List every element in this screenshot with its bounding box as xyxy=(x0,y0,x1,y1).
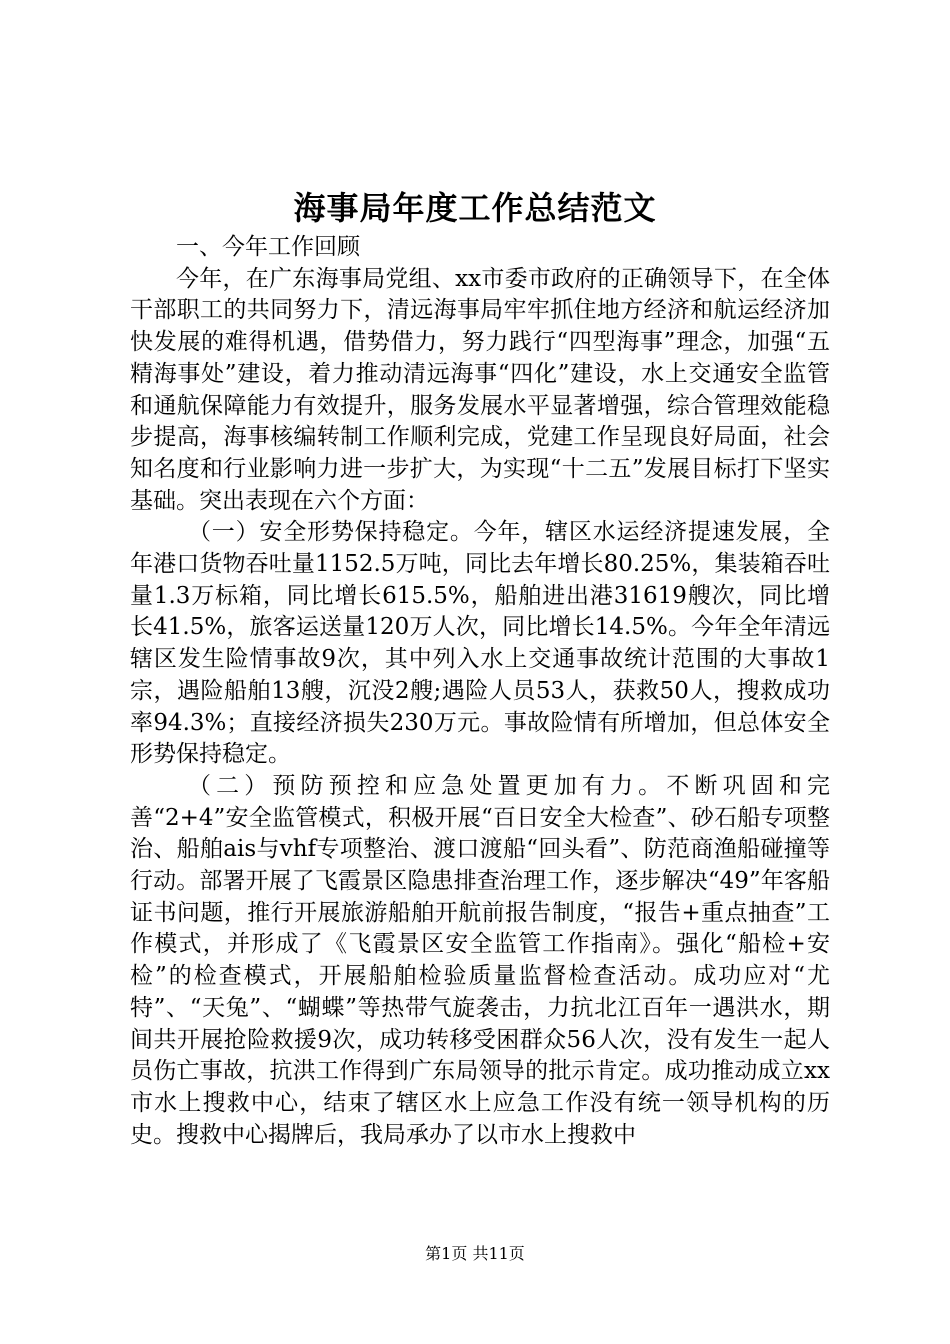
paragraph-prevention: （二）预防预控和应急处置更加有力。不断巩固和完善“2+4”安全监管模式，积极开展“百日安全大检查”、砂石船专项整治、船舶ais与vhf专项整治、渡口渡船“回头看”、防范商渔船碰撞等行动。部署开展了飞霞景区隐患排查治理工作，逐步解决“49”年客船证书问题，推行开展旅游船舶开航前报告制度，“报告+重点抽查”工作模式，并形成了《飞霞景区安全监管工作指南》。强化“船检+安检”的检查模式，开展船舶检验质量监督检查活动。成功应对“尤特”、“天兔”、“蝴蝶”等热带气旋袭击，力抗北江百年一遇洪水，期间共开展抢险救援9次，成功转移受困群众56人次，没有发生一起人员伤亡事故，抗洪工作得到广东局领导的批示肯定。成功推动成立xx市水上搜救中心，结束了辖区水上应急工作没有统一领导机构的历史。搜救中心揭牌后，我局承办了以市水上搜救中 xyxy=(130,772,830,1148)
paragraph-intro: 今年，在广东海事局党组、xx市委市政府的正确领导下，在全体干部职工的共同努力下，清远海事局牢牢抓住地方经济和航运经济加快发展的难得机遇，借势借力，努力践行“四型海事”理念，加强“五精海事处”建设，着力推动清远海事“四化”建设，水上交通安全监管和通航保障能力有效提升，服务发展水平显著增强，综合管理效能稳步提高，海事核编转制工作顺利完成，党建工作呈现良好局面，社会知名度和行业影响力进一步扩大，为实现“十二五”发展目标打下坚实基础。突出表现在六个方面： xyxy=(130,265,830,514)
document-body xyxy=(130,232,830,1151)
document-title: 海事局年度工作总结范文 xyxy=(293,189,657,227)
page-footer: 第1页 共11页 xyxy=(425,1244,525,1263)
section-heading: 一、今年工作回顾 xyxy=(176,234,360,260)
paragraph-safety: （一）安全形势保持稳定。今年，辖区水运经济提速发展，全年港口货物吞吐量1152.5万吨，同比去年增长80.25%，集装箱吞吐量1.3万标箱，同比增长615.5%，船舶进出港31619艘次，同比增长41.5%，旅客运送量120万人次，同比增长14.5%。今年全年清远辖区发生险情事故9次，其中列入水上交通事故统计范围的大事故1宗，遇险船舶13艘，沉没2艘;遇险人员53人，获救50人，搜救成功率94.3%；直接经济损失230万元。事故险情有所增加，但总体安全形势保持稳定。 xyxy=(130,519,830,768)
